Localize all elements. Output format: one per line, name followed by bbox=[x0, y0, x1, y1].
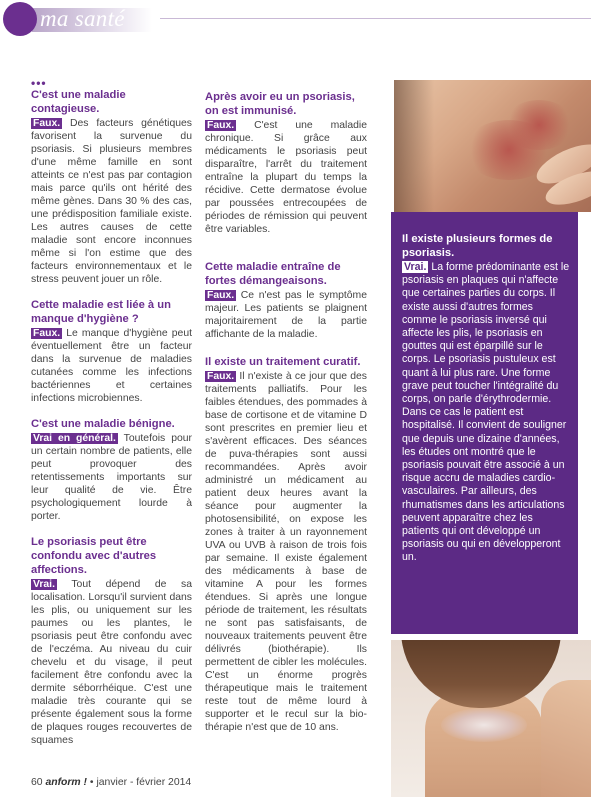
verdict-badge: Faux. bbox=[33, 328, 61, 339]
header-rule bbox=[160, 18, 591, 19]
myth-text bbox=[31, 432, 192, 523]
myth-body: Le manque d'hygiène peut éventuellement être un facteur dans la survenue de maladies cutanées comme les infections bactériennes et certaines infections microbiennes. bbox=[31, 328, 192, 404]
myth-body: Toutefois pour un certain nombre de patients, elle peut provoquer des retentissements importants sur leur qualité de vie. Être psychologiquement lourde à porter. bbox=[31, 433, 192, 522]
myth-text bbox=[31, 327, 192, 405]
page-footer bbox=[31, 777, 191, 788]
section-title: ma santé bbox=[40, 6, 125, 31]
myth-heading: C'est une maladie bénigne. bbox=[31, 418, 175, 430]
myth-text bbox=[205, 289, 367, 341]
myth-body: Tout dépend de sa localisation. Lorsqu'il survient dans les plis, ou uniquement sur les paumes ou les plantes, le psoriasis peut être confondu avec de l'eczéma. Au niveau du cuir chevelu et du visage, il peut facilement être confondu avec la dermite séborrhéique. C'est une maladie très courante qui se présente également sous la forme de plaques rouges recouvertes de squames bbox=[31, 579, 192, 746]
verdict-badge: Vrai en général. bbox=[33, 433, 116, 444]
magazine-name: anform ! bbox=[45, 777, 88, 788]
verdict-badge: Faux. bbox=[207, 371, 235, 382]
article-column-2 bbox=[205, 90, 367, 734]
myth-heading: Après avoir eu un psoriasis, on est immunisé. bbox=[205, 91, 355, 117]
verdict-badge: Vrai. bbox=[33, 579, 55, 590]
myth-heading: Cette maladie est liée à un manque d'hygiène ? bbox=[31, 299, 171, 325]
myth-body: Il n'existe à ce jour que des traitements palliatifs. Pour les faibles étendues, des pommades à base de cortisone et de vitamine D sont prescrites en premier lieu et s'avèrent efficaces. Des séances de puva-thérapies sont aussi recommandées. Après avoir administré un médicament au patient deux heures avant la séance pour augmenter la photosensibilité, on expose les zones à traiter à un rayonnement UVA ou UVB à raison de trois fois par semaine. Il existe également des médicaments à base de vitamine A pour les formes étendues. Si après une longue période de traitement, les résultats ne sont pas satisfaisants, de nouveaux traitements peuvent être délivrés (biothérapie). Ils permettent de cibler les molécules. C'est un énorme progrès thérapeutique mais le traitement reste tout de même lourd à supporter et le recul sur la bio-thérapie n'est que de 10 ans. bbox=[205, 371, 367, 733]
myth-body: Ce n'est pas le symptôme majeur. Les patients se plaignent majoritairement de la partie affichante de la maladie. bbox=[205, 290, 367, 340]
issue-date: • janvier - février 2014 bbox=[89, 777, 192, 788]
myth-text bbox=[205, 370, 367, 734]
scalp-psoriasis-photo bbox=[391, 640, 591, 797]
verdict-badge: Vrai. bbox=[404, 261, 427, 273]
myth-body: Des facteurs génétiques favorisent la survenue du psoriasis. Si plusieurs membres d'une même famille en sont atteints ce n'est pas par contagion mais parce qu'ils ont hérité des même gènes. Dans 30 % des cas, une prédisposition familiale existe. Les autres causes de cette maladie sont encore inconnues même si l'on estime que des facteurs environnementaux et le stress peuvent jouer un rôle. bbox=[31, 118, 192, 285]
myth-heading: Le psoriasis peut être confondu avec d'autres affections. bbox=[31, 536, 157, 576]
myth-heading: Il existe un traitement curatif. bbox=[205, 356, 361, 368]
myth-text bbox=[31, 578, 192, 747]
neck-rash-photo bbox=[394, 80, 591, 212]
myth-heading: Cette maladie entraîne de fortes démangeaisons. bbox=[205, 261, 341, 287]
continuation-dots: ••• bbox=[31, 76, 47, 90]
sidebar-body: La forme prédominante est le psoriasis en plaques qui n'affecte que certaines parties du corps. Il existe aussi d'autres formes comme le psoriasis inversé qui affecte les plis, le psoriasis en gouttes qui est éparpillé sur le corps. Le psoriasis pustuleux est quant à lui plus rare. Une forme grave peut toucher l'intégralité du corps, on parle d'érythrodermie. Dans ce cas le patient est hospitalisé. Il convient de souligner que depuis une dizaine d'années, les études ont montré que le psoriasis pouvait être associé à un risque accru de maladies cardio-vasculaires. Par ailleurs, des rhumatismes dans les articulations peuvent apparaître chez les patients qui ont développé un psoriasis ou qui en développeront un. bbox=[402, 261, 570, 564]
article-column-1 bbox=[31, 78, 192, 747]
page-number: 60 bbox=[31, 777, 43, 788]
sidebar-heading: Il existe plusieurs formes de psoriasis. bbox=[402, 233, 553, 259]
verdict-badge: Faux. bbox=[207, 290, 235, 301]
myth-text bbox=[31, 117, 192, 286]
myth-body: C'est une maladie chronique. Si grâce aux médicaments le psoriasis peut disparaître, l'arrêt du traitement entraîne la plupart du temps la récidive. Cette dermatose évolue par poussées entrecoupées de périodes de rémission qui peuvent être variables. bbox=[205, 120, 367, 235]
sidebar-box bbox=[391, 212, 578, 634]
page-header bbox=[0, 0, 591, 40]
header-bullet-icon bbox=[3, 2, 37, 36]
myth-heading: C'est une maladie contagieuse. bbox=[31, 89, 126, 115]
myth-text bbox=[205, 119, 367, 236]
sidebar-text bbox=[402, 261, 570, 565]
verdict-badge: Faux. bbox=[207, 120, 235, 131]
verdict-badge: Faux. bbox=[33, 118, 61, 129]
